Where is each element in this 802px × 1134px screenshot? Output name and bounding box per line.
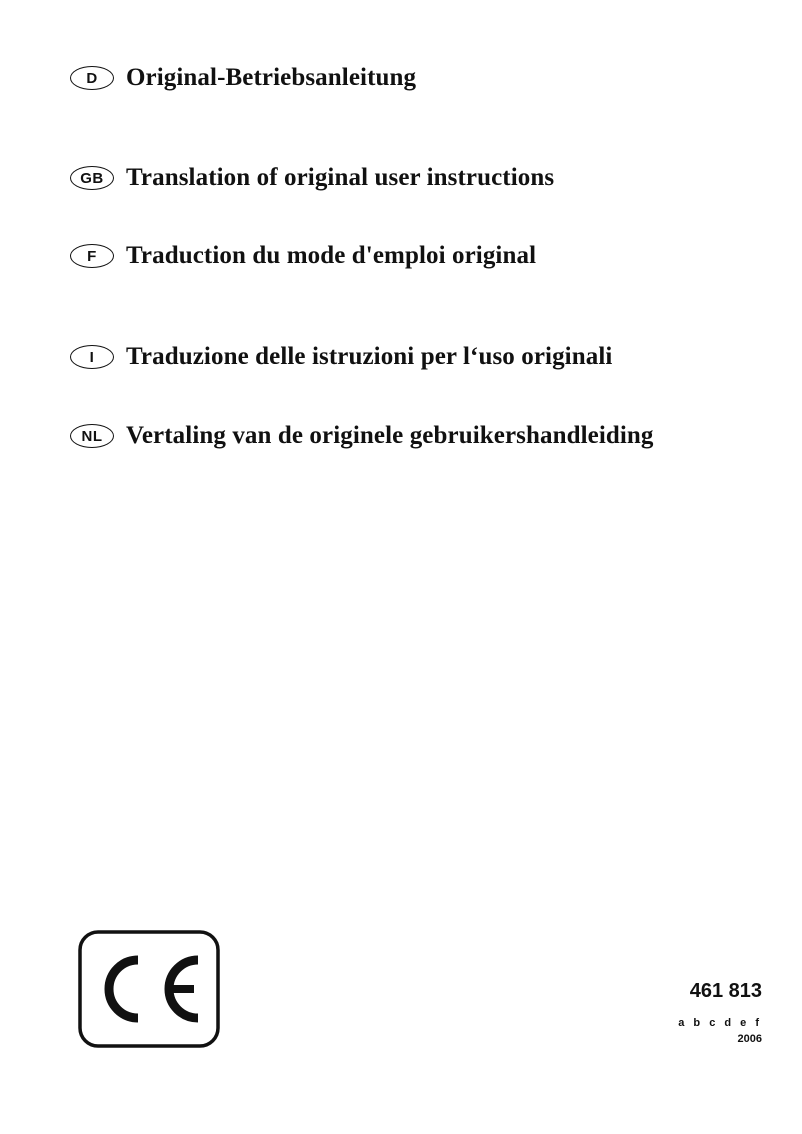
language-row-gb	[70, 164, 554, 192]
language-badge: D	[70, 66, 114, 90]
language-row-nl	[70, 422, 654, 450]
article-number: 461 813	[689, 980, 762, 1002]
language-badge: F	[70, 244, 114, 268]
language-title: Vertaling van de originele gebruikershandleiding	[126, 422, 654, 449]
language-title: Traduzione delle istruzioni per l‘uso originali	[126, 343, 613, 370]
model-year: 2006	[737, 1033, 762, 1045]
language-row-it	[70, 343, 612, 371]
language-title: Traduction du mode d'emploi original	[126, 242, 537, 269]
language-badge: NL	[70, 424, 114, 448]
model-variants: a b c d e f	[678, 1017, 762, 1029]
language-badge: GB	[70, 166, 114, 190]
language-title: Translation of original user instructions	[126, 164, 555, 191]
language-title: Original-Betriebsanleitung	[126, 64, 417, 91]
language-row-fr	[70, 242, 536, 270]
language-badge: I	[70, 345, 114, 369]
language-row-de	[70, 64, 416, 92]
ce-mark-icon	[78, 930, 220, 1048]
